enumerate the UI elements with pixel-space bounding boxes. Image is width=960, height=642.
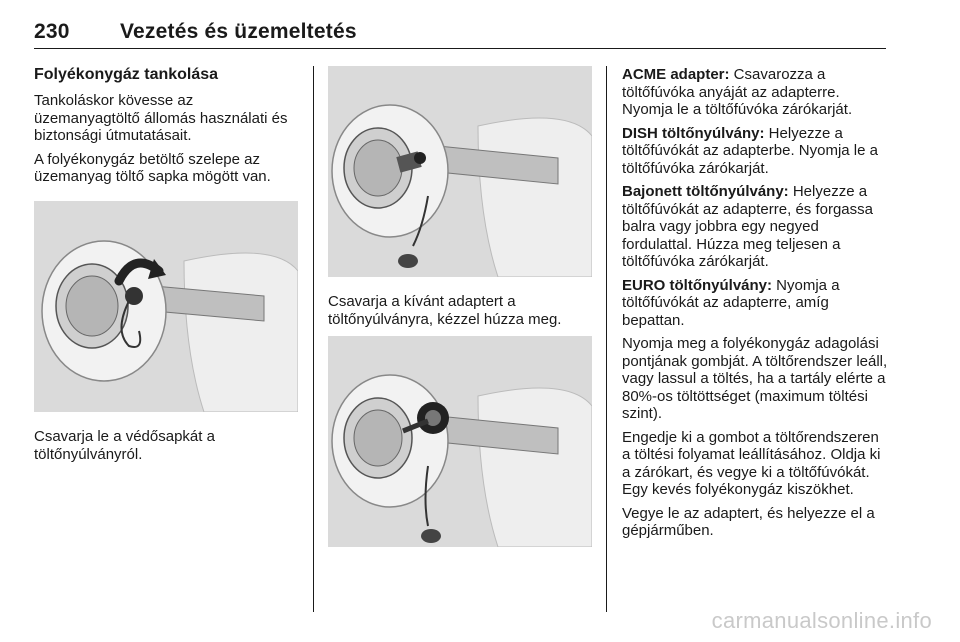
paragraph: A folyékonygáz betöltő szelepe az üzemanyag töltő sapka mögött van. [34,150,271,185]
column-divider-2 [606,66,607,612]
chapter-title: Vezetés és üzemeltetés [120,20,357,43]
instruction-acme [622,66,888,119]
column-3 [622,66,888,546]
instruction-label: DISH töltőnyúlvány: [622,124,765,142]
figure-attach-adapter [328,66,592,277]
instruction-label: EURO töltőnyúlvány: [622,276,773,294]
instruction-text: Helyezze a töltőfúvókát az adapterbe. Nyomja le a töltőfúvóka zárókarját. [622,124,878,177]
instruction-label: Bajonett töltőnyúlvány: [622,183,789,200]
figure-remove-cap [34,201,298,412]
paragraph: Vegye le az adaptert, és helyezze el a gépjárműben. [622,504,875,539]
instruction-bajonett [622,183,888,271]
instruction-dish [622,125,888,178]
header-rule [34,48,886,49]
figure-caption: Csavarja le a védősapkát a töltőnyúlványról. [34,428,215,463]
paragraph: Nyomja meg a folyékonygáz adagolási pontjának gombját. A töltőrendszer leáll, vagy lassul a töltés, ha a tartály elérte a 80%-os töltöttséget (maximum töltési szint). [622,335,888,422]
instruction-text: Helyezze a töltőfúvókát az adapterre, és forgassa balra vagy jobbra egy negyed fordulattal. Húzza meg teljesen a töltőfúvóka zárókarját. [622,183,873,270]
section-title: Folyékonygáz tankolása [34,66,219,83]
column-1 [34,66,302,192]
instruction-euro [622,277,888,330]
paragraph: Engedje ki a gombot a töltőrendszeren a töltési folyamat leállításához. Oldja ki a zárókart, és vegye ki a töltőfúvókát. Egy kevés folyékonygáz kiszökhet. [622,428,881,498]
paragraph: Tankoláskor kövesse az üzemanyagtöltő állomás használati és biztonsági útmutatásait. [34,92,288,144]
column-divider-1 [313,66,314,612]
figure-caption: Csavarja a kívánt adaptert a töltőnyúlványra, kézzel húzza meg. [328,293,562,328]
figure-adapter-mounted [328,336,592,547]
page-header [34,20,357,44]
watermark: carmanualsonline.info [711,608,932,633]
instruction-label: ACME adapter: [622,66,730,83]
page-number: 230 [34,20,70,43]
instruction-text: Nyomja a töltőfúvókát az adapterre, amíg bepattan. [622,276,840,329]
instruction-text: Csavarozza a töltőfúvóka anyáját az adapterre. Nyomja le a töltőfúvóka zárókarját. [622,66,853,118]
